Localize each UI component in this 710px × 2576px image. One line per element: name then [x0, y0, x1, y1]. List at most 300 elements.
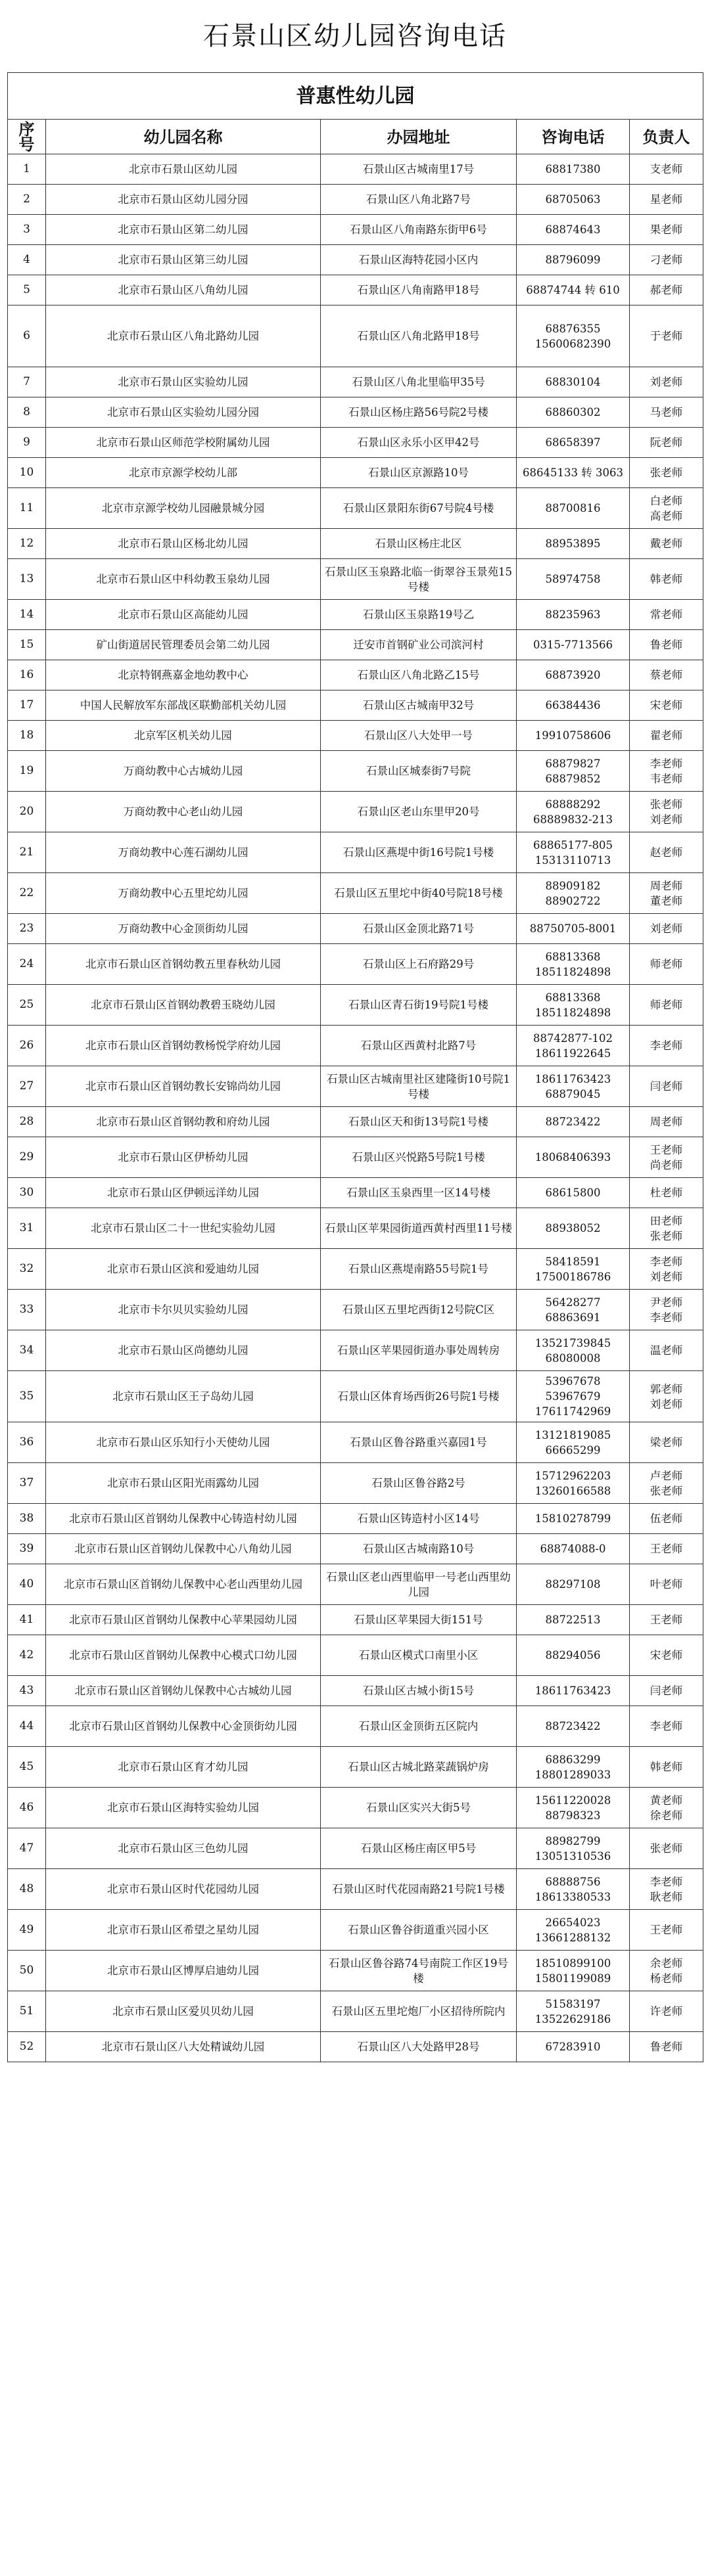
contact-person: 宋老师 [630, 1635, 703, 1676]
table-row [8, 1676, 703, 1706]
address: 石景山区天和街13号院1号楼 [321, 1107, 517, 1137]
phone-number: 67283910 [517, 2032, 630, 2062]
address: 石景山区杨庄南区甲5号 [321, 1828, 517, 1869]
address: 石景山区金顶北路71号 [321, 914, 517, 944]
kindergarten-name: 万商幼教中心古城幼儿园 [46, 751, 321, 792]
row-number: 30 [8, 1178, 46, 1208]
contact-person: 温老师 [630, 1330, 703, 1371]
row-number: 15 [8, 630, 46, 660]
row-number: 41 [8, 1605, 46, 1635]
address: 石景山区古城南里17号 [321, 154, 517, 185]
phone-number: 88297108 [517, 1564, 630, 1605]
row-number: 45 [8, 1747, 46, 1788]
table-row [8, 1605, 703, 1635]
contact-person: 鲁老师 [630, 630, 703, 660]
phone-number: 68817380 [517, 154, 630, 185]
kindergarten-name: 北京市石景山区八角北路幼儿园 [46, 305, 321, 367]
contact-person: 支老师 [630, 154, 703, 185]
address: 石景山区八角北路乙15号 [321, 660, 517, 690]
row-number: 14 [8, 600, 46, 630]
address: 石景山区鲁谷路74号南院工作区19号楼 [321, 1951, 517, 1991]
address: 石景山区古城南路10号 [321, 1534, 517, 1564]
table-row [8, 1107, 703, 1137]
table-row [8, 1249, 703, 1290]
contact-person: 王老师 [630, 1910, 703, 1951]
contact-person: 常老师 [630, 600, 703, 630]
row-number: 35 [8, 1371, 46, 1422]
table-row [8, 1534, 703, 1564]
row-number: 31 [8, 1208, 46, 1249]
phone-number: 68658397 [517, 428, 630, 458]
contact-person: 翟老师 [630, 721, 703, 751]
kindergarten-name: 北京市京源学校幼儿园融景城分园 [46, 488, 321, 529]
phone-number: 88742877-102 18611922645 [517, 1026, 630, 1066]
kindergarten-name: 北京市石景山区育才幼儿园 [46, 1747, 321, 1788]
row-number: 33 [8, 1290, 46, 1330]
row-number: 34 [8, 1330, 46, 1371]
row-number: 24 [8, 944, 46, 985]
contact-person: 韩老师 [630, 1747, 703, 1788]
address: 石景山区五里坨炮厂小区招待所院内 [321, 1991, 517, 2032]
phone-number: 18510899100 15801199089 [517, 1951, 630, 1991]
kindergarten-name: 北京市石景山区高能幼儿园 [46, 600, 321, 630]
kindergarten-name: 北京市石景山区首钢幼儿保教中心古城幼儿园 [46, 1676, 321, 1706]
address: 石景山区八角北里临甲35号 [321, 367, 517, 397]
kindergarten-name: 北京市石景山区滨和爱迪幼儿园 [46, 1249, 321, 1290]
address: 石景山区燕堤南路55号院1号 [321, 1249, 517, 1290]
address: 石景山区京源路10号 [321, 458, 517, 488]
contact-person: 张老师 [630, 1828, 703, 1869]
row-number: 32 [8, 1249, 46, 1290]
column-header-name: 幼儿园名称 [46, 120, 321, 154]
kindergarten-name: 北京军区机关幼儿园 [46, 721, 321, 751]
row-number: 49 [8, 1910, 46, 1951]
table-row [8, 630, 703, 660]
address: 石景山区鲁谷路重兴嘉园1号 [321, 1422, 517, 1463]
contact-person: 宋老师 [630, 690, 703, 721]
contact-person: 闫老师 [630, 1066, 703, 1107]
contact-person: 阮老师 [630, 428, 703, 458]
kindergarten-name: 北京市石景山区第三幼儿园 [46, 245, 321, 275]
row-number: 42 [8, 1635, 46, 1676]
address: 石景山区实兴大街5号 [321, 1788, 517, 1828]
kindergarten-name: 北京市石景山区八大处精诚幼儿园 [46, 2032, 321, 2062]
table-row [8, 1330, 703, 1371]
phone-number: 68813368 18511824898 [517, 944, 630, 985]
address: 石景山区玉泉路北临一街翠谷玉景苑15号楼 [321, 559, 517, 600]
table-row [8, 458, 703, 488]
row-number: 50 [8, 1951, 46, 1991]
table-row [8, 690, 703, 721]
phone-number: 68615800 [517, 1178, 630, 1208]
table-row [8, 832, 703, 873]
row-number: 6 [8, 305, 46, 367]
row-number: 38 [8, 1504, 46, 1534]
phone-number: 88235963 [517, 600, 630, 630]
contact-person: 李老师 [630, 1706, 703, 1747]
contact-person: 星老师 [630, 185, 703, 215]
kindergarten-name: 北京市石景山区幼儿园分园 [46, 185, 321, 215]
address: 石景山区模式口南里小区 [321, 1635, 517, 1676]
phone-number: 68876355 15600682390 [517, 305, 630, 367]
phone-number: 68705063 [517, 185, 630, 215]
address: 石景山区鲁谷街道重兴园小区 [321, 1910, 517, 1951]
contact-person: 叶老师 [630, 1564, 703, 1605]
phone-number: 0315-7713566 [517, 630, 630, 660]
phone-number: 68830104 [517, 367, 630, 397]
row-number: 22 [8, 873, 46, 914]
contact-person: 李老师 刘老师 [630, 1249, 703, 1290]
phone-number: 13121819085 66665299 [517, 1422, 630, 1463]
contact-person: 刁老师 [630, 245, 703, 275]
address: 石景山区苹果园街道西黄村西里11号楼 [321, 1208, 517, 1249]
phone-number: 68888292 68889832-213 [517, 792, 630, 832]
contact-person: 黄老师 徐老师 [630, 1788, 703, 1828]
phone-number: 15810278799 [517, 1504, 630, 1534]
phone-number: 18611763423 68879045 [517, 1066, 630, 1107]
kindergarten-name: 北京市卡尔贝贝实验幼儿园 [46, 1290, 321, 1330]
address: 石景山区苹果园大街151号 [321, 1605, 517, 1635]
address: 石景山区古城北路菜蔬锅炉房 [321, 1747, 517, 1788]
phone-number: 68645133 转 3063 [517, 458, 630, 488]
contact-person: 刘老师 [630, 367, 703, 397]
phone-number: 88723422 [517, 1706, 630, 1747]
kindergarten-name: 北京市石景山区实验幼儿园 [46, 367, 321, 397]
table-row [8, 488, 703, 529]
phone-number: 68873920 [517, 660, 630, 690]
contact-person: 鲁老师 [630, 2032, 703, 2062]
contact-person: 余老师 杨老师 [630, 1951, 703, 1991]
address: 石景山区青石街19号院1号楼 [321, 985, 517, 1026]
kindergarten-name: 北京市石景山区海特实验幼儿园 [46, 1788, 321, 1828]
row-number: 12 [8, 529, 46, 559]
row-number: 13 [8, 559, 46, 600]
phone-number: 68863299 18801289033 [517, 1747, 630, 1788]
section-header: 普惠性幼儿园 [8, 73, 703, 120]
address: 石景山区海特花园小区内 [321, 245, 517, 275]
table-row [8, 367, 703, 397]
contact-person: 李老师 耿老师 [630, 1869, 703, 1910]
contact-person: 白老师 高老师 [630, 488, 703, 529]
kindergarten-name: 北京市京源学校幼儿部 [46, 458, 321, 488]
phone-number: 68874088-0 [517, 1534, 630, 1564]
address: 石景山区西黄村北路7号 [321, 1026, 517, 1066]
address: 石景山区古城南里社区建隆街10号院1号楼 [321, 1066, 517, 1107]
kindergarten-name: 北京市石景山区实验幼儿园分园 [46, 397, 321, 428]
row-number: 10 [8, 458, 46, 488]
row-number: 26 [8, 1026, 46, 1066]
phone-number: 88700816 [517, 488, 630, 529]
phone-number: 68813368 18511824898 [517, 985, 630, 1026]
phone-number: 68874643 [517, 215, 630, 245]
phone-number: 19910758606 [517, 721, 630, 751]
table-row [8, 660, 703, 690]
row-number: 47 [8, 1828, 46, 1869]
row-number: 9 [8, 428, 46, 458]
row-number: 51 [8, 1991, 46, 2032]
kindergarten-name: 北京市石景山区幼儿园 [46, 154, 321, 185]
phone-number: 68879827 68879852 [517, 751, 630, 792]
table-row [8, 1869, 703, 1910]
contact-person: 戴老师 [630, 529, 703, 559]
kindergarten-name: 北京市石景山区八角幼儿园 [46, 275, 321, 305]
row-number: 43 [8, 1676, 46, 1706]
table-row [8, 215, 703, 245]
phone-number: 18068406393 [517, 1137, 630, 1178]
phone-number: 15611220028 88798323 [517, 1788, 630, 1828]
phone-number: 56428277 68863691 [517, 1290, 630, 1330]
address: 石景山区城泰街7号院 [321, 751, 517, 792]
address: 石景山区永乐小区甲42号 [321, 428, 517, 458]
table-row [8, 428, 703, 458]
kindergarten-name: 北京市石景山区第二幼儿园 [46, 215, 321, 245]
phone-number: 88938052 [517, 1208, 630, 1249]
address: 石景山区玉泉路19号乙 [321, 600, 517, 630]
contact-person: 韩老师 [630, 559, 703, 600]
phone-number: 88953895 [517, 529, 630, 559]
row-number: 3 [8, 215, 46, 245]
table-row [8, 1951, 703, 1991]
contact-person: 张老师 刘老师 [630, 792, 703, 832]
row-number: 7 [8, 367, 46, 397]
address: 石景山区古城小街15号 [321, 1676, 517, 1706]
column-header-address: 办园地址 [321, 120, 517, 154]
kindergarten-name: 北京市石景山区二十一世纪实验幼儿园 [46, 1208, 321, 1249]
kindergarten-name: 北京市石景山区首钢幼儿保教中心老山西里幼儿园 [46, 1564, 321, 1605]
phone-number: 68888756 18613380533 [517, 1869, 630, 1910]
phone-number: 58418591 17500186786 [517, 1249, 630, 1290]
table-row [8, 1178, 703, 1208]
address: 石景山区铸造村小区14号 [321, 1504, 517, 1534]
table-row [8, 2032, 703, 2062]
kindergarten-name: 北京市石景山区爱贝贝幼儿园 [46, 1991, 321, 2032]
table-row [8, 1706, 703, 1747]
kindergarten-name: 北京市石景山区首钢幼儿保教中心铸造村幼儿园 [46, 1504, 321, 1534]
phone-number: 88796099 [517, 245, 630, 275]
contact-person: 刘老师 [630, 914, 703, 944]
contact-person: 尹老师 李老师 [630, 1290, 703, 1330]
row-number: 19 [8, 751, 46, 792]
kindergarten-name: 北京市石景山区首钢幼教长安锦尚幼儿园 [46, 1066, 321, 1107]
kindergarten-name: 北京市石景山区博厚启迪幼儿园 [46, 1951, 321, 1991]
table-row [8, 1137, 703, 1178]
table-row [8, 1747, 703, 1788]
contact-person: 王老师 [630, 1605, 703, 1635]
contact-person: 师老师 [630, 944, 703, 985]
address: 石景山区八角北路甲18号 [321, 305, 517, 367]
address: 石景山区八角南路甲18号 [321, 275, 517, 305]
contact-person: 郝老师 [630, 275, 703, 305]
contact-person: 闫老师 [630, 1676, 703, 1706]
row-number: 25 [8, 985, 46, 1026]
table-row [8, 275, 703, 305]
phone-number: 88294056 [517, 1635, 630, 1676]
row-number: 28 [8, 1107, 46, 1137]
row-number: 18 [8, 721, 46, 751]
row-number: 4 [8, 245, 46, 275]
table-row [8, 245, 703, 275]
contact-person: 王老师 尚老师 [630, 1137, 703, 1178]
kindergarten-name: 北京市石景山区首钢幼儿保教中心金顶街幼儿园 [46, 1706, 321, 1747]
row-number: 44 [8, 1706, 46, 1747]
row-number: 46 [8, 1788, 46, 1828]
phone-number: 13521739845 68080008 [517, 1330, 630, 1371]
phone-number: 15712962203 13260166588 [517, 1463, 630, 1504]
kindergarten-name: 北京市石景山区首钢幼教碧玉晓幼儿园 [46, 985, 321, 1026]
phone-number: 68865177-805 15313110713 [517, 832, 630, 873]
contact-person: 杜老师 [630, 1178, 703, 1208]
table-row [8, 559, 703, 600]
table-row [8, 600, 703, 630]
contact-person: 梁老师 [630, 1422, 703, 1463]
table-row [8, 1208, 703, 1249]
kindergarten-name: 北京市石景山区中科幼教玉泉幼儿园 [46, 559, 321, 600]
kindergarten-name: 北京市石景山区师范学校附属幼儿园 [46, 428, 321, 458]
address: 石景山区老山西里临甲一号老山西里幼儿园 [321, 1564, 517, 1605]
address: 石景山区八角北路7号 [321, 185, 517, 215]
kindergarten-name: 万商幼教中心金顶街幼儿园 [46, 914, 321, 944]
kindergarten-name: 北京市石景山区乐知行小天使幼儿园 [46, 1422, 321, 1463]
table-row [8, 1463, 703, 1504]
contact-person: 于老师 [630, 305, 703, 367]
contact-person: 师老师 [630, 985, 703, 1026]
table-row [8, 1564, 703, 1605]
contact-person: 果老师 [630, 215, 703, 245]
contact-person: 周老师 董老师 [630, 873, 703, 914]
row-number: 36 [8, 1422, 46, 1463]
column-header-person: 负责人 [630, 120, 703, 154]
address: 石景山区玉泉西里一区14号楼 [321, 1178, 517, 1208]
row-number: 5 [8, 275, 46, 305]
table-row [8, 873, 703, 914]
contact-person: 卢老师 张老师 [630, 1463, 703, 1504]
row-number: 16 [8, 660, 46, 690]
table-row [8, 1026, 703, 1066]
kindergarten-name: 万商幼教中心老山幼儿园 [46, 792, 321, 832]
table-row [8, 1828, 703, 1869]
kindergarten-name: 北京市石景山区伊桥幼儿园 [46, 1137, 321, 1178]
phone-number: 88909182 88902722 [517, 873, 630, 914]
table-row [8, 985, 703, 1026]
kindergarten-name: 中国人民解放军东部战区联勤部机关幼儿园 [46, 690, 321, 721]
table-row [8, 1066, 703, 1107]
contact-person: 田老师 张老师 [630, 1208, 703, 1249]
table-row [8, 914, 703, 944]
column-header-phone: 咨询电话 [517, 120, 630, 154]
contact-person: 郭老师 刘老师 [630, 1371, 703, 1422]
table-row [8, 154, 703, 185]
kindergarten-name: 北京市石景山区希望之星幼儿园 [46, 1910, 321, 1951]
kindergarten-name: 万商幼教中心五里坨幼儿园 [46, 873, 321, 914]
address: 石景山区燕堤中街16号院1号楼 [321, 832, 517, 873]
table-row [8, 305, 703, 367]
table-row [8, 1991, 703, 2032]
address: 石景山区老山东里甲20号 [321, 792, 517, 832]
phone-number: 68874744 转 610 [517, 275, 630, 305]
kindergarten-name: 北京市石景山区王子岛幼儿园 [46, 1371, 321, 1422]
kindergarten-name: 北京市石景山区伊顿远洋幼儿园 [46, 1178, 321, 1208]
phone-number: 88750705-8001 [517, 914, 630, 944]
row-number: 21 [8, 832, 46, 873]
table-row [8, 1635, 703, 1676]
row-number: 27 [8, 1066, 46, 1107]
contact-person: 周老师 [630, 1107, 703, 1137]
table-row [8, 721, 703, 751]
phone-number: 88722513 [517, 1605, 630, 1635]
contact-person: 赵老师 [630, 832, 703, 873]
table-row [8, 1788, 703, 1828]
contact-person: 李老师 韦老师 [630, 751, 703, 792]
row-number: 8 [8, 397, 46, 428]
row-number: 37 [8, 1463, 46, 1504]
row-number: 40 [8, 1564, 46, 1605]
address: 石景山区金顶街五区院内 [321, 1706, 517, 1747]
address: 石景山区杨庄路56号院2号楼 [321, 397, 517, 428]
kindergarten-name: 北京市石景山区首钢幼教五里春秋幼儿园 [46, 944, 321, 985]
contact-person: 伍老师 [630, 1504, 703, 1534]
address: 石景山区景阳东街67号院4号楼 [321, 488, 517, 529]
table-row [8, 529, 703, 559]
contact-person: 许老师 [630, 1991, 703, 2032]
contact-person: 马老师 [630, 397, 703, 428]
phone-number: 66384436 [517, 690, 630, 721]
address: 石景山区八大处甲一号 [321, 721, 517, 751]
kindergarten-table [7, 72, 703, 2062]
kindergarten-name: 北京市石景山区三色幼儿园 [46, 1828, 321, 1869]
phone-number: 51583197 13522629186 [517, 1991, 630, 2032]
page-title: 石景山区幼儿园咨询电话 [203, 21, 507, 51]
phone-number: 68860302 [517, 397, 630, 428]
address: 石景山区时代花园南路21号院1号楼 [321, 1869, 517, 1910]
table-row [8, 1910, 703, 1951]
table-row [8, 1371, 703, 1422]
address: 石景山区古城南甲32号 [321, 690, 517, 721]
address: 迁安市首钢矿业公司滨河村 [321, 630, 517, 660]
kindergarten-name: 北京特钢燕嘉金地幼教中心 [46, 660, 321, 690]
table-row [8, 751, 703, 792]
phone-number: 58974758 [517, 559, 630, 600]
table-row [8, 1422, 703, 1463]
address: 石景山区上石府路29号 [321, 944, 517, 985]
column-header-no: 序号 [8, 120, 46, 154]
kindergarten-name: 北京市石景山区阳光雨露幼儿园 [46, 1463, 321, 1504]
address: 石景山区体育场西街26号院1号楼 [321, 1371, 517, 1422]
contact-person: 张老师 [630, 458, 703, 488]
kindergarten-name: 北京市石景山区首钢幼儿保教中心八角幼儿园 [46, 1534, 321, 1564]
address: 石景山区五里坨中街40号院18号楼 [321, 873, 517, 914]
kindergarten-name: 万商幼教中心莲石湖幼儿园 [46, 832, 321, 873]
row-number: 20 [8, 792, 46, 832]
address: 石景山区苹果园街道办事处周转房 [321, 1330, 517, 1371]
row-number: 1 [8, 154, 46, 185]
row-number: 48 [8, 1869, 46, 1910]
table-row [8, 792, 703, 832]
row-number: 2 [8, 185, 46, 215]
phone-number: 88982799 13051310536 [517, 1828, 630, 1869]
address: 石景山区八大处路甲28号 [321, 2032, 517, 2062]
kindergarten-name: 北京市石景山区首钢幼儿保教中心模式口幼儿园 [46, 1635, 321, 1676]
phone-number: 18611763423 [517, 1676, 630, 1706]
row-number: 11 [8, 488, 46, 529]
table-row [8, 185, 703, 215]
phone-number: 53967678 53967679 17611742969 [517, 1371, 630, 1422]
row-number: 17 [8, 690, 46, 721]
address: 石景山区兴悦路5号院1号楼 [321, 1137, 517, 1178]
row-number: 29 [8, 1137, 46, 1178]
contact-person: 蔡老师 [630, 660, 703, 690]
table-row [8, 1290, 703, 1330]
contact-person: 王老师 [630, 1534, 703, 1564]
